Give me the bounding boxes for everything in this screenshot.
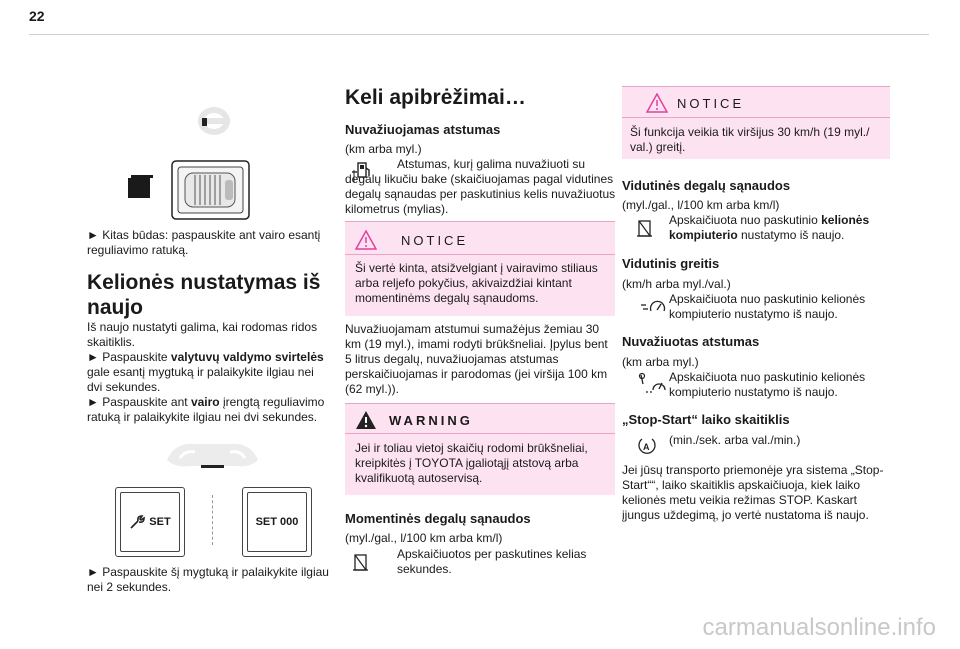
heading-instant-consumption: Momentinės degalų sąnaudos	[345, 511, 531, 526]
heading-distance: Nuvažiuotas atstumas	[622, 334, 760, 349]
range-low-fuel-text: Nuvažiuojamam atstumui sumažėjus žemiau 30 km (19 myl.), imami rodyti brūkšneliai. Įpylus bent 5 litrus degalų, nuvažiuojamas atstumas perskaičiuojamas ir parodomas (jei viršija 100 km (62 myl.)).	[345, 322, 608, 396]
step-press-button: ► Paspauskite šį mygtuką ir palaikykite ilgiau nei 2 sekundes.	[87, 565, 329, 594]
fuel-consumption-icon	[352, 553, 370, 578]
range-description: Atstumas, kurį galima nuvažiuoti su degalų likučiu bake (skaičiuojamas pagal vidutines degalų sąnaudas per paskutinius kelis nuvažiuotus kilometrus (mylias).	[345, 157, 616, 216]
step-wiper-button: ► Paspauskite valytuvų valdymo svirtelės gale esantį mygtuką ir palaikykite ilgiau nei dvi sekundes.	[87, 350, 324, 394]
watermark: carmanualsonline.info	[702, 614, 936, 641]
stop-start-description: Jei jūsų transporto priemonėje yra sistema „Stop-Start““, laiko skaitiklis apskaičiuoja, kiek laiko kelionės metu veikia režimas STOP. Kaskart įjungus uždegimą, jo vertė nustatoma iš naujo.	[622, 463, 884, 522]
warning-box	[345, 403, 615, 495]
step-alt-instruction: ► Kitas būdas: paspauskite ant vairo esantį reguliavimo ratuką.	[87, 228, 321, 257]
unit-range: (km arba myl.)	[345, 142, 422, 156]
notice-title: NOTICE	[401, 233, 469, 248]
notice-text: Ši funkcija veikia tik viršijus 30 km/h (19 myl./ val.) greitį.	[630, 125, 870, 154]
notice-box-range	[345, 221, 615, 316]
heading-range: Nuvažiuojamas atstumas	[345, 122, 501, 137]
speedometer-icon	[640, 296, 666, 319]
heading-avg-speed: Vidutinis greitis	[622, 256, 720, 271]
avg-speed-description: Apskaičiuota nuo paskutinio kelionės kompiuterio nustatymo iš naujo.	[669, 292, 866, 321]
heading-stop-start: „Stop-Start“ laiko skaitiklis	[622, 412, 790, 427]
set-button-icon	[115, 487, 185, 557]
set-000-button-icon	[242, 487, 312, 557]
unit-instant: (myl./gal., l/100 km arba km/l)	[345, 531, 503, 545]
warning-text: Jei ir toliau vietoj skaičių rodomi brūkšneliai, kreipkitės į TOYOTA įgaliotąjį atstovą arba kvalifikuotą autoservisą.	[355, 441, 588, 485]
notice-icon	[646, 93, 668, 118]
page-number: 22	[29, 8, 45, 24]
unit-avg-speed: (km/h arba myl./val.)	[622, 277, 731, 291]
step-wheel-button: ► Paspauskite ant vairo įrengtą reguliavimo ratuką ir palaikykite ilgiau nei dvi sekundes.	[87, 395, 325, 424]
notice-text: Ši vertė kinta, atsižvelgiant į vairavimo stiliaus arba reljefo pokyčius, akivaizdžiai kintant momentinėms degalų sąnaudoms.	[355, 261, 598, 305]
wrench-icon	[129, 514, 145, 530]
notice-icon	[355, 230, 377, 255]
avg-consumption-icon	[636, 219, 654, 244]
divider	[212, 495, 214, 545]
header-rule	[29, 34, 929, 35]
steering-wheel-icon	[196, 105, 232, 142]
set-label: SET	[149, 516, 171, 528]
set-000-label: SET 000	[255, 516, 299, 528]
avg-consumption-description: Apskaičiuota nuo paskutinio kelionės kompiuterio nustatymo iš naujo.	[669, 213, 870, 242]
reset-intro: Iš naujo nustatyti galima, kai rodomas ridos skaitiklis.	[87, 320, 318, 349]
heading-avg-consumption: Vidutinės degalų sąnaudos	[622, 178, 791, 193]
warning-icon	[355, 410, 377, 435]
section-title-definitions: Keli apibrėžimai…	[345, 86, 526, 109]
stop-start-icon	[636, 435, 658, 462]
unit-avg-consumption: (myl./gal., l/100 km arba km/l)	[622, 198, 780, 212]
distance-icon	[638, 372, 668, 399]
wiper-stalk-icon	[127, 160, 252, 227]
unit-stop-start: (min./sek. arba val./min.)	[669, 433, 801, 447]
svg-text:A: A	[643, 442, 650, 452]
unit-distance: (km arba myl.)	[622, 355, 699, 369]
distance-description: Apskaičiuota nuo paskutinio kelionės kompiuterio nustatymo iš naujo.	[669, 370, 866, 399]
notice-box-speed	[622, 86, 890, 159]
section-title-reset: Kelionės nustatymas iš naujo	[87, 271, 321, 319]
warning-title: WARNING	[389, 413, 473, 428]
instant-description: Apskaičiuotos per paskutines kelias sekundes.	[397, 547, 587, 576]
dashboard-display-icon	[165, 440, 260, 477]
notice-title: NOTICE	[677, 96, 745, 111]
